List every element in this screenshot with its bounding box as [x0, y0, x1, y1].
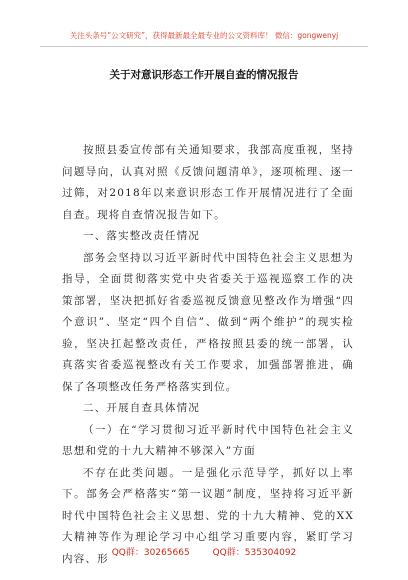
section-1-paragraph: 部务会坚持以习近平新时代中国特色社会主义思想为指导，全面贯彻落实党中央省委关于巡视巡察工作的决策部署，坚决把抓好省委巡视反馈意见整改作为增强“四个意识”、坚定“四个自信”、做到“两个维护”的现实检验，坚决扛起整改责任，严格按照县委的统一部署，认真落实省委巡视整改有关工作要求，加强部署推进，确保了各项整改任务严格落实到位。: [62, 251, 354, 393]
footer-contacts: [0, 545, 408, 558]
subsection-1-paragraph: 不存在此类问题。一是强化示范导学，抓好以上率下。部务会严格落实“第一议题”制度，坚持将习近平新时代中国特色社会主义思想、党的十九大精神、党的XX大精神等作为理论学习中心组学习重要内容，紧盯学习内容、形: [62, 466, 354, 565]
document-body: [62, 140, 354, 570]
subsection-heading-1: （一）在“学习贯彻习近平新时代中国特色社会主义思想和党的十九大精神不够深入”方面: [62, 423, 354, 457]
header-divider: [40, 46, 368, 47]
section-heading-2: 二、开展自查具体情况: [83, 402, 200, 414]
section-heading-1: 一、落实整改责任情况: [83, 230, 200, 242]
footer-qq-group-2: QQ群：535304092: [212, 548, 297, 558]
footer-qq-group-1: QQ群：30265665: [111, 548, 190, 558]
header-banner: 关注头条号“公文研究”，获得最新最全最专业的公文资料库！ 微信：gongwenyj: [69, 31, 339, 40]
document-title: 关于对意识形态工作开展自查的情况报告: [109, 69, 299, 81]
intro-paragraph: 按照县委宣传部有关通知要求，我部高度重视，坚持问题导向，认真对照《反馈问题清单》，逐项梳理、逐一过筛，对2018年以来意识形态工作开展情况进行了全面自查。现将自查情况报告如下。: [62, 144, 354, 221]
